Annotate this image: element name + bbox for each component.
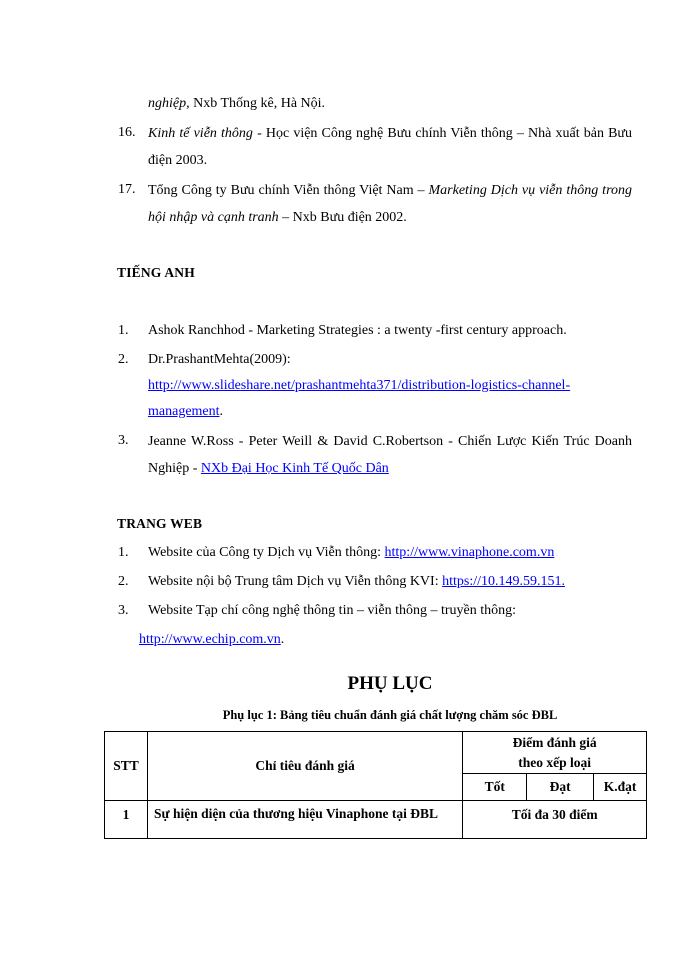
reference-link[interactable]: http://www.slideshare.net/prashantmehta371/distribution-logistics-channel- [148, 378, 571, 393]
web-reference-3: Website Tạp chí công nghệ thông tin – viễn thông – truyền thông: [148, 603, 516, 618]
header-fail: K.đạt [594, 774, 647, 801]
reference-number: 1. [118, 323, 129, 338]
header-good: Tốt [463, 774, 527, 801]
header-score-line2: theo xếp loại [518, 754, 592, 770]
header-score [463, 732, 647, 774]
web-reference-1 [148, 545, 554, 561]
reference-number: 2. [118, 574, 129, 589]
appendix-caption: Phụ lục 1: Bảng tiêu chuẩn đánh giá chất lượng chăm sóc ĐBL [222, 708, 558, 722]
header-pass: Đạt [527, 774, 594, 801]
reference-link[interactable]: management [148, 404, 220, 419]
row-criteria: Sự hiện diện của thương hiệu Vinaphone tại ĐBL [147, 801, 462, 839]
reference-link[interactable]: http://www.echip.com.vn [139, 632, 281, 647]
row-score: Tối đa 30 điểm [463, 801, 647, 839]
reference-link[interactable]: http://www.vinaphone.com.vn [384, 545, 555, 560]
english-reference-2: Dr.PrashantMehta(2009): [148, 352, 291, 367]
header-score-line1: Điểm đánh giá [512, 734, 597, 750]
reference-link[interactable]: https://10.149.59.151. [442, 574, 566, 589]
english-reference-3 [148, 428, 632, 482]
reference-link[interactable]: NXb Đại Học Kinh Tế Quốc Dân [200, 461, 389, 476]
punctuation: . [280, 632, 285, 647]
header-stt: STT [105, 732, 148, 801]
reference-text: Website của Công ty Dịch vụ Viễn thông: [148, 545, 385, 560]
english-reference-2-link-cont[interactable] [148, 404, 223, 420]
reference-italic: nghiệp [148, 96, 187, 111]
reference-17 [148, 177, 632, 231]
reference-number: 17. [118, 182, 136, 197]
english-reference-2-link[interactable] [148, 378, 570, 394]
reference-text: - Học viện Công nghệ Bưu chính Viễn thông – Nhà xuất bản Bưu điện 2003. [148, 126, 632, 168]
evaluation-table [104, 731, 647, 839]
reference-text: Website nội bộ Trung tâm Dịch vụ Viễn thông KVI: [148, 574, 443, 589]
reference-number: 16. [118, 125, 136, 140]
english-reference-1: Ashok Ranchhod - Marketing Strategies : a twenty -first century approach. [148, 323, 567, 338]
section-heading-web: TRANG WEB [117, 516, 203, 531]
reference-number: 2. [118, 352, 129, 367]
reference-16 [148, 120, 632, 174]
table-row [105, 801, 647, 839]
section-heading-english: TIẾNG ANH [117, 265, 195, 280]
row-stt: 1 [105, 801, 148, 839]
reference-italic: Marketing Dịch vụ viễn thông trong hội nhập và cạnh tranh [148, 183, 632, 225]
web-reference-3-link[interactable] [139, 632, 284, 648]
appendix-title: PHỤ LỤC [347, 673, 433, 694]
punctuation: . [219, 404, 224, 419]
web-reference-2 [148, 574, 565, 590]
reference-text: – Nxb Bưu điện 2002. [278, 210, 407, 225]
reference-15-tail [148, 96, 325, 112]
reference-text: Tổng Công ty Bưu chính Viễn thông Việt Nam – [148, 183, 429, 198]
reference-text: Jeanne W.Ross - Peter Weill & David C.Robertson - Chiến Lược Kiến Trúc Doanh Nghiệp - [148, 434, 632, 476]
reference-number: 1. [118, 545, 129, 560]
reference-text: , Nxb Thống kê, Hà Nội. [186, 96, 326, 111]
reference-number: 3. [118, 603, 129, 618]
table-header-row [105, 732, 647, 774]
reference-italic: Kinh tế viễn thông [148, 126, 253, 141]
reference-number: 3. [118, 433, 129, 448]
header-criteria: Chỉ tiêu đánh giá [147, 732, 462, 801]
